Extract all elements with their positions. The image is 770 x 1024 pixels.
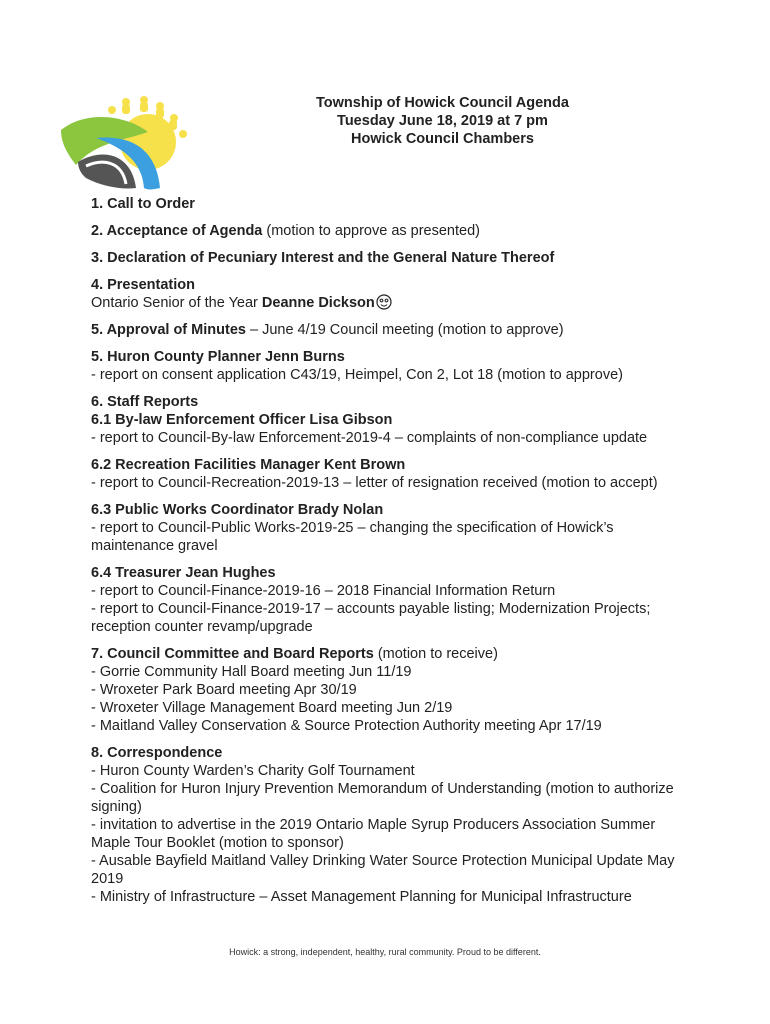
- agenda-item-6: [91, 393, 691, 447]
- agenda-item-6-3: [91, 501, 691, 555]
- smiley-icon: [376, 294, 392, 310]
- agenda-item-5-planner: [91, 348, 691, 384]
- item-title: 7. Council Committee and Board Reports: [91, 646, 374, 662]
- item-note: (motion to approve as presented): [262, 223, 480, 239]
- item-line: - report on consent application C43/19, Heimpel, Con 2, Lot 18 (motion to approve): [91, 367, 623, 383]
- subitem-title: 6.4 Treasurer Jean Hughes: [91, 565, 276, 581]
- agenda-item-6-4: [91, 564, 691, 636]
- subitem-line: - report to Council-By-law Enforcement-2019-4 – complaints of non-compliance update: [91, 430, 648, 446]
- item-title: 6. Staff Reports: [91, 394, 199, 410]
- list-item: - Coalition for Huron Injury Prevention Memorandum of Understanding (motion to authorize signing): [91, 781, 674, 815]
- agenda-item-7: [91, 645, 691, 735]
- item-title: 4. Presentation: [91, 277, 195, 293]
- list-item: - Wroxeter Park Board meeting Apr 30/19: [91, 682, 357, 698]
- item-note: (motion to receive): [373, 646, 498, 662]
- agenda-item-3: [91, 249, 691, 267]
- agenda-item-6-2: [91, 456, 691, 492]
- subitem-title: 6.3 Public Works Coordinator Brady Nolan: [91, 502, 384, 518]
- list-item: - Huron County Warden’s Charity Golf Tournament: [91, 763, 415, 779]
- agenda-item-8: [91, 744, 691, 906]
- howick-logo-icon: [56, 90, 196, 200]
- list-item: - Gorrie Community Hall Board meeting Jun 11/19: [91, 664, 412, 680]
- list-item: - Ministry of Infrastructure – Asset Management Planning for Municipal Infrastructure: [91, 889, 632, 905]
- agenda-body: [91, 195, 691, 906]
- item-title: 3. Declaration of Pecuniary Interest and the General Nature Thereof: [91, 250, 555, 266]
- header-title: Township of Howick Council Agenda: [316, 95, 569, 111]
- list-item: - Maitland Valley Conservation & Source Protection Authority meeting Apr 17/19: [91, 718, 602, 734]
- header-location: Howick Council Chambers: [351, 131, 534, 147]
- agenda-item-4: [91, 276, 691, 312]
- list-item: - invitation to advertise in the 2019 Ontario Maple Syrup Producers Association Summer Maple Tour Booklet (motion to sponsor): [91, 817, 656, 851]
- subitem-line: - report to Council-Recreation-2019-13 – letter of resignation received (motion to accept): [91, 475, 658, 491]
- subitem-line: - report to Council-Finance-2019-17 – accounts payable listing; Modernization Projects; reception counter revamp/upgrade: [91, 601, 651, 635]
- item-note: – June 4/19 Council meeting (motion to approve): [245, 322, 564, 338]
- subitem-line: - report to Council-Public Works-2019-25 – changing the specification of Howick’s maintenance gravel: [91, 520, 614, 554]
- subitem-title: 6.1 By-law Enforcement Officer Lisa Gibson: [91, 412, 393, 428]
- list-item: - Wroxeter Village Management Board meeting Jun 2/19: [91, 700, 453, 716]
- item-title: 5. Huron County Planner Jenn Burns: [91, 349, 345, 365]
- item-title: 5. Approval of Minutes: [91, 322, 246, 338]
- item-title: 8. Correspondence: [91, 745, 223, 761]
- subitem-line: - report to Council-Finance-2019-16 – 2018 Financial Information Return: [91, 583, 556, 599]
- agenda-item-1: [91, 195, 691, 213]
- item-text: Ontario Senior of the Year: [91, 295, 262, 311]
- page-footer: Howick: a strong, independent, healthy, rural community. Proud to be different.: [229, 947, 541, 957]
- agenda-item-5-minutes: [91, 321, 691, 339]
- presentee-name: Deanne Dickson: [261, 295, 375, 311]
- header-date: Tuesday June 18, 2019 at 7 pm: [337, 113, 548, 129]
- list-item: - Ausable Bayfield Maitland Valley Drinking Water Source Protection Municipal Update May 2019: [91, 853, 675, 887]
- agenda-header: [270, 94, 615, 148]
- item-title: 1. Call to Order: [91, 196, 195, 212]
- item-title: 2. Acceptance of Agenda: [91, 223, 263, 239]
- agenda-item-2: [91, 222, 691, 240]
- subitem-title: 6.2 Recreation Facilities Manager Kent Brown: [91, 457, 406, 473]
